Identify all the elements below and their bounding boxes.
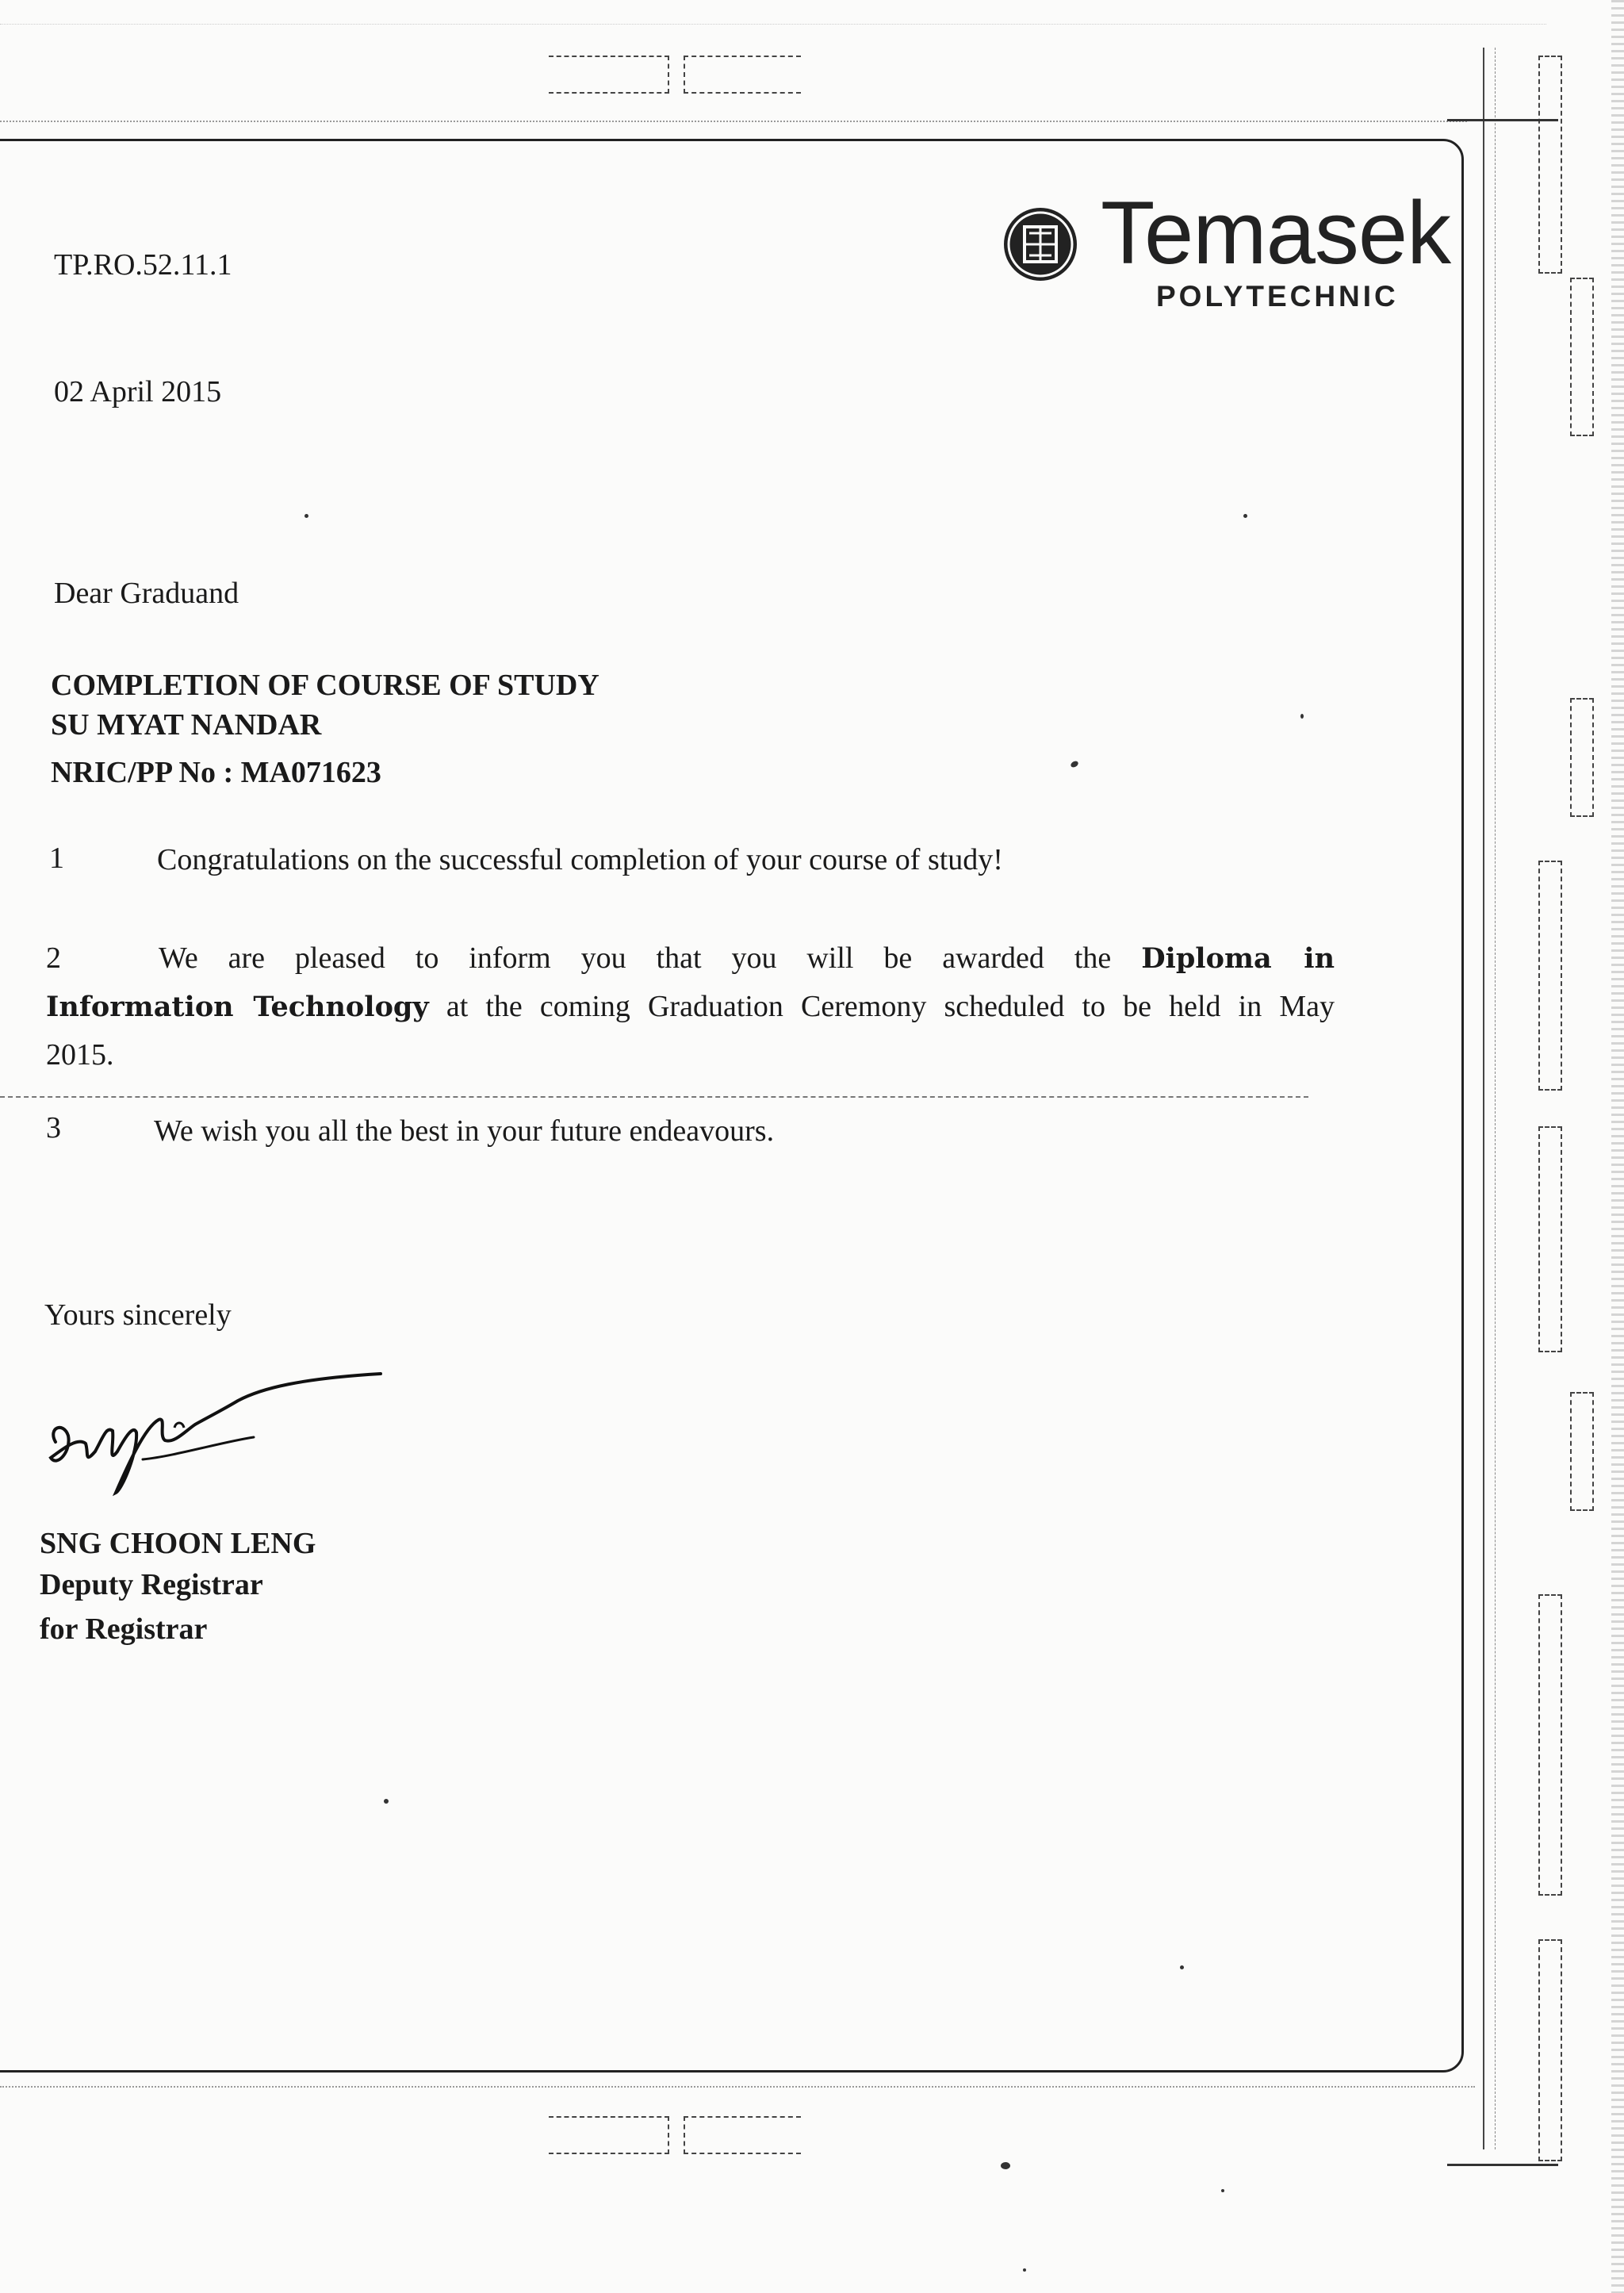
scan-edge-top-faint [0,24,1546,25]
paragraph-2 [46,934,1335,1079]
signatory-on-behalf: for Registrar [40,1612,208,1646]
scan-dashed-line [0,1096,1308,1098]
scan-speck [384,1799,389,1804]
registration-mark-top-right [684,56,801,94]
scan-speck [1243,514,1247,518]
closing: Yours sincerely [44,1298,232,1332]
margin-rule-right-inner [1495,48,1496,2149]
letter-frame [0,139,1464,2073]
registration-mark-bottom-left [549,2116,669,2154]
scan-edge-bottom [0,2086,1475,2088]
scan-speck [1300,714,1304,719]
scan-edge-top [0,121,1467,122]
margin-slot [1538,1126,1562,1352]
margin-rule-right [1483,48,1484,2149]
diploma-field: Information Technology [46,991,429,1023]
id-number: NRIC/PP No : MA071623 [51,756,381,789]
scan-speck [1180,1965,1184,1969]
registration-mark-top-left [549,56,669,94]
scan-speck [1001,2162,1010,2169]
margin-slot [1538,56,1562,274]
margin-slot [1570,698,1594,817]
scan-speck [304,514,308,518]
scan-speck [1221,2189,1224,2192]
paragraph-number: 1 [49,842,64,875]
margin-slot [1570,278,1594,436]
registration-mark-bottom-right [684,2116,801,2154]
diploma-name: Diploma in [1141,942,1335,975]
signature [40,1348,389,1499]
scan-binding-edge [1611,0,1624,2293]
logo-wordmark: Temasek [1101,183,1451,282]
paragraph-2-text: We are pleased to inform you that you will be awarded the [159,941,1112,975]
paragraph-1: Congratulations on the successful completion of your course of study! [157,843,1003,876]
paragraph-number: 3 [46,1111,61,1145]
subject-heading: COMPLETION OF COURSE OF STUDY [51,669,599,702]
margin-slot [1538,861,1562,1091]
scan-speck [1023,2268,1026,2272]
paragraph-number: 2 [46,941,61,975]
paragraph-3: We wish you all the best in your future endeavours. [154,1114,775,1148]
logo-subtitle: POLYTECHNIC [1156,280,1399,313]
margin-tick [1447,119,1558,121]
signatory-title: Deputy Registrar [40,1568,263,1601]
margin-slot [1538,1939,1562,2161]
margin-tick [1447,2164,1558,2166]
reference-number: TP.RO.52.11.1 [54,248,232,282]
paragraph-2-text-cont: at the coming Graduation Ceremony scheduled to be held in May 2015. [46,990,1335,1072]
salutation: Dear Graduand [54,577,239,610]
logo-emblem-icon [1001,205,1080,284]
margin-slot [1538,1594,1562,1896]
margin-slot [1570,1392,1594,1511]
letter-date: 02 April 2015 [54,375,222,408]
signatory-name: SNG CHOON LENG [40,1527,316,1560]
student-name: SU MYAT NANDAR [51,708,322,742]
